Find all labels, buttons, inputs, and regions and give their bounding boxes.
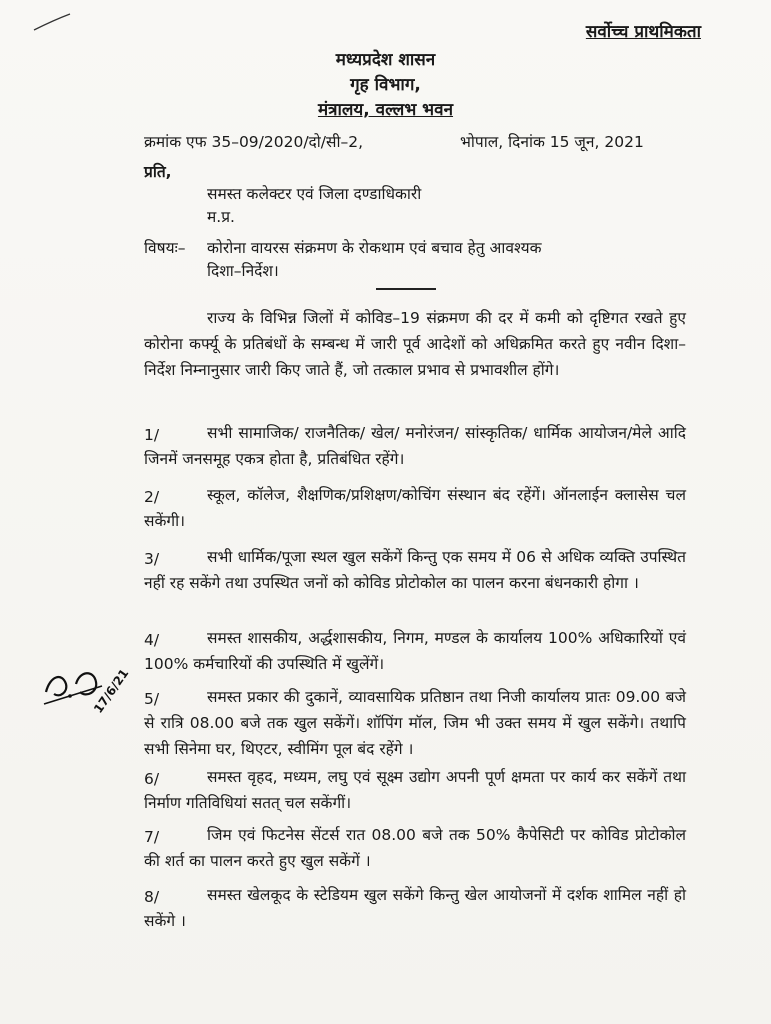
intro-paragraph: राज्य के विभिन्न जिलों में कोविड–19 संक्रमण की दर में कमी को दृष्टिगत रखते हुए कोरोना कर्फ्यू के प्रतिबंधों के सम्बन्ध में जारी पूर्व आदेशों को अधिक्रमित करते हुए नवीन दिशा–निर्देश निम्नानुसार जारी किए जाते हैं, जो तत्काल प्रभाव से प्रभावशील होंगे। [144,309,686,379]
recipient: समस्त कलेक्टर एवं जिला दण्डाधिकारी [207,185,422,203]
to-label: प्रति, [144,163,172,181]
govt-name: मध्यप्रदेश शासन [335,50,436,70]
place-date: भोपाल, दिनांक 15 जून, 2021 [460,133,644,151]
subject-line-1: कोरोना वायरस संक्रमण के रोकथाम एवं बचाव हेतु आवश्यक [207,239,542,257]
subject-line-2: दिशा–निर्देश। [207,262,279,280]
list-item: स्कूल, कॉलेज, शैक्षणिक/प्रशिक्षण/कोचिंग संस्थान बंद रहेंगें। ऑनलाईन क्लासेस चल सकेंगी। [144,486,686,530]
list-item: समस्त शासकीय, अर्द्धशासकीय, निगम, मण्डल के कार्यालय 100% अधिकारियों एवं 100% कर्मचारियों की उपस्थिति में खुलेंगें। [144,629,686,673]
subject-label: विषयः– [144,239,186,257]
department-name: गृह विभाग, [350,75,421,95]
item-number: 1/ [144,426,160,444]
recipient-state: म.प्र. [207,208,235,226]
list-item: समस्त प्रकार की दुकानें, व्यावसायिक प्रतिष्ठान तथा निजी कार्यालय प्रातः 09.00 बजे से रात्रि 08.00 बजे तक खुल सकेंगें। शॉपिंग मॉल, जिम भी उक्त समय में खुल सकेंगे। तथापि सभी सिनेमा घर, थिएटर, स्वीमिंग पूल बंद रहेंगे । [144,688,686,758]
item-number: 7/ [144,828,160,846]
item-number: 2/ [144,488,160,506]
reference-number: क्रमांक एफ 35–09/2020/दो/सी–2, [144,133,364,151]
item-number: 6/ [144,770,160,788]
item-number: 3/ [144,550,160,568]
list-item: समस्त वृहद, मध्यम, लघु एवं सूक्ष्म उद्योग अपनी पूर्ण क्षमता पर कार्य कर सकेंगें तथा निर्माण गतिविधियां सतत् चल सकेंगीं। [144,768,686,812]
list-item: समस्त खेलकूद के स्टेडियम खुल सकेंगे किन्तु खेल आयोजनों में दर्शक शामिल नहीं हो सकेंगे । [144,886,686,930]
list-item: सभी धार्मिक/पूजा स्थल खुल सकेंगें किन्तु एक समय में 06 से अधिक व्यक्ति उपस्थित नहीं रह सकेंगे तथा उपस्थित जनों को कोविड प्रोटोकोल का पालन करना बंधनकारी होगा । [144,548,686,592]
item-number: 5/ [144,690,160,708]
separator-line [376,288,436,290]
item-number: 8/ [144,888,160,906]
handwritten-margin-note [40,662,135,726]
pen-tick-mark [30,8,80,38]
list-item: जिम एवं फिटनेस सेंटर्स रात 08.00 बजे तक 50% कैपेसिटी पर कोविड प्रोटोकोल की शर्त का पालन करते हुए खुल सकेंगें । [144,826,686,870]
priority-label: सर्वोच्च प्राथमिकता [585,22,701,42]
item-number: 4/ [144,631,160,649]
ministry-name: मंत्रालय, वल्लभ भवन [317,100,454,120]
svg-text:17/6/21: 17/6/21 [90,666,132,716]
list-item: सभी सामाजिक/ राजनैतिक/ खेल/ मनोरंजन/ सांस्कृतिक/ धार्मिक आयोजन/मेले आदि जिनमें जनसमूह एकत्र होता है, प्रतिबंधित रहेंगे। [144,424,686,468]
